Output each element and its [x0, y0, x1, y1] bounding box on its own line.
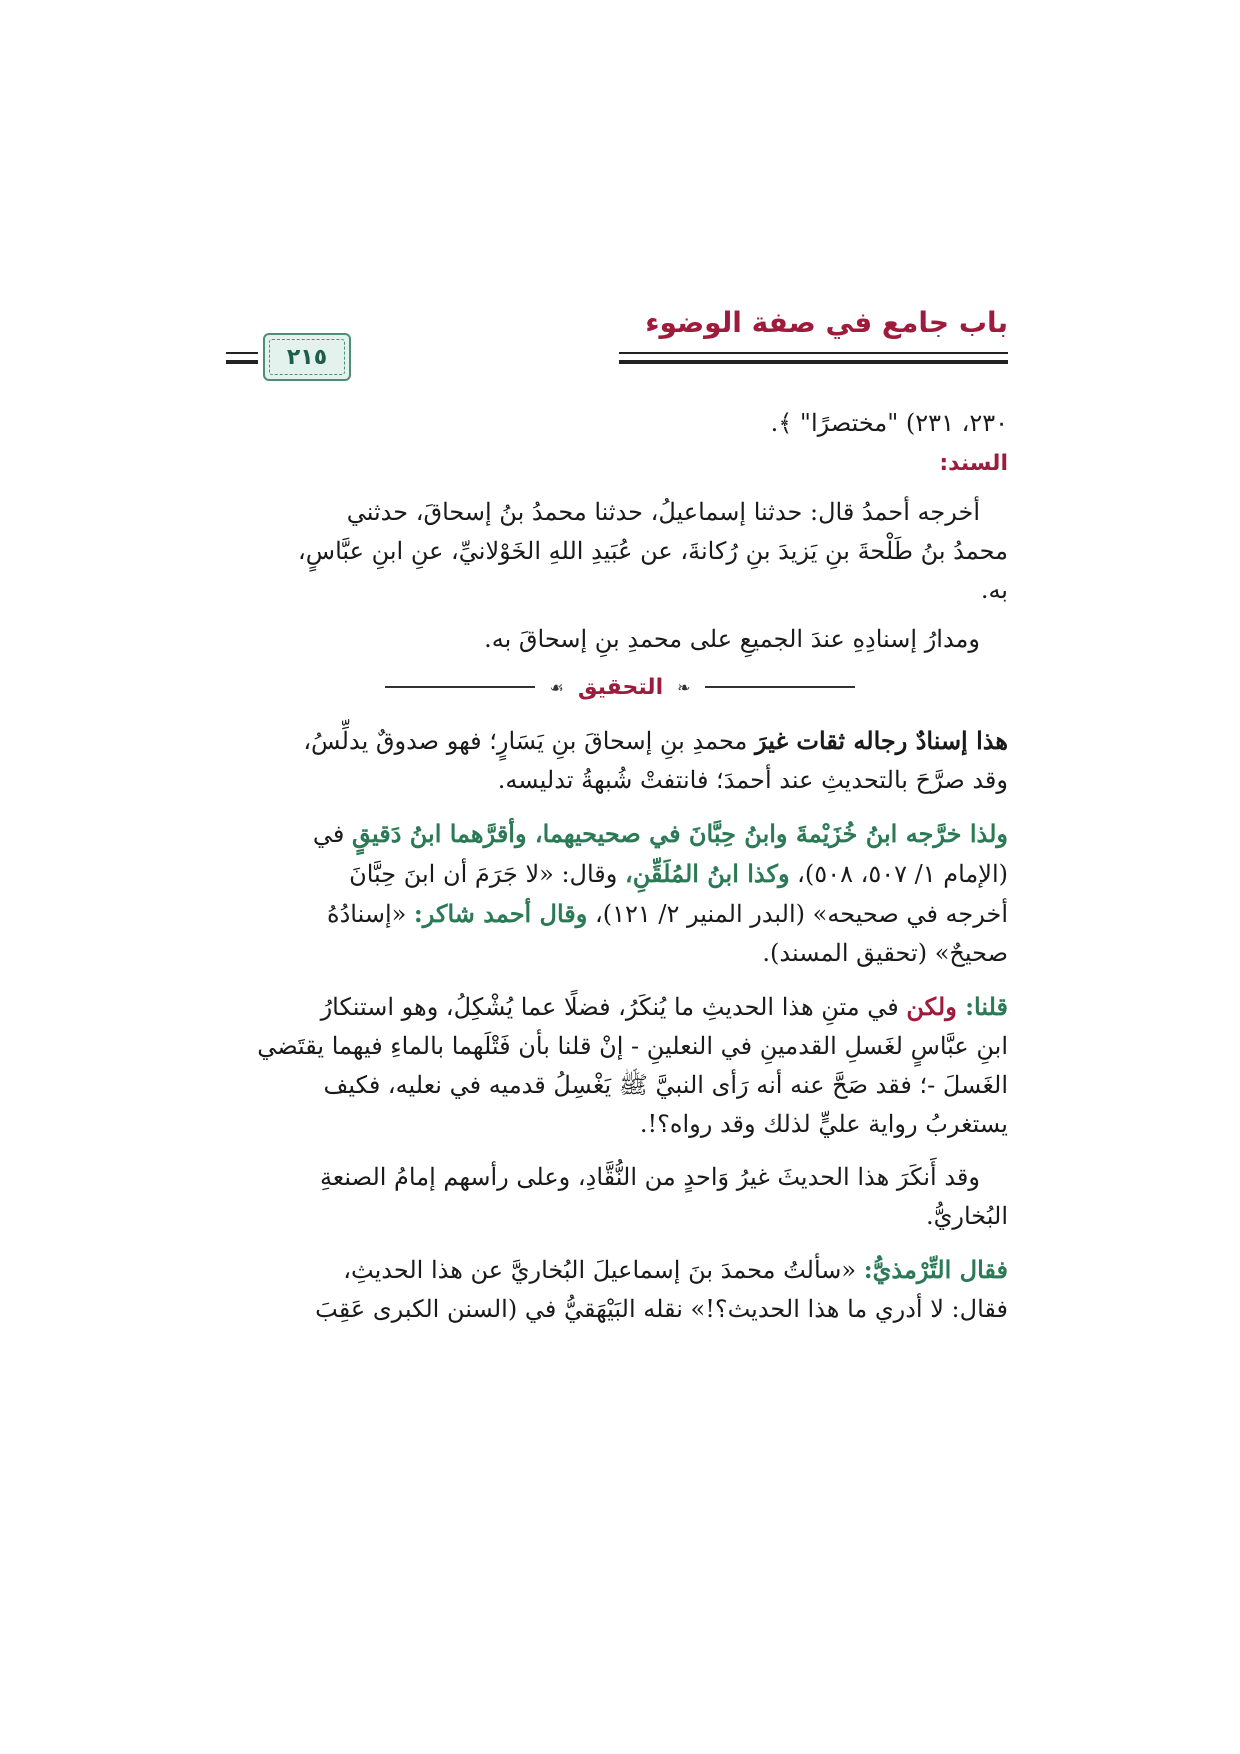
text-line: ٢٣٠، ٢٣١) "مختصرًا" ﴾. — [770, 409, 1008, 437]
text-line: فقال التِّرْمذيُّ: «سألتُ محمدَ بنَ إسماعيلَ البُخاريَّ عن هذا الحديثِ، — [343, 1255, 1008, 1284]
text-line: ومدارُ إسنادِهِ عندَ الجميعِ على محمدِ بنِ إسحاقَ به. — [484, 625, 980, 653]
paragraph-takhrij — [232, 814, 1008, 973]
text-line: وقد صرَّحَ بالتحديثِ عند أحمدَ؛ فانتفتْ شُبهةُ تدليسه. — [497, 766, 1008, 794]
text-line: هذا إسنادٌ رجاله ثقات غيرَ محمدِ بنِ إسحاقَ بنِ يَسَارٍ؛ فهو صدوقٌ يدلِّسُ، — [303, 726, 1008, 755]
header-rule-left-thin — [226, 352, 258, 354]
ornament-icon: ❧ — [677, 677, 691, 697]
text-line: أخرجه أحمدُ قال: حدثنا إسماعيلُ، حدثنا محمدُ بنُ إسحاقَ، حدثني — [346, 498, 980, 526]
page-number: ٢١٥ — [286, 344, 328, 370]
text-line: (الإمام ١/ ٥٠٧، ٥٠٨)، وكذا ابنُ المُلَقِّنِ، وقال: «لا جَرَمَ أن ابنَ حِبَّانَ — [349, 859, 1008, 888]
text-line: به. — [980, 576, 1008, 604]
header-rule-left-thick — [226, 360, 258, 364]
page-number-badge — [263, 333, 351, 381]
paragraph-tirmidhi — [232, 1250, 1008, 1329]
paragraph-inkar — [232, 1158, 1008, 1236]
ornament-icon: ☙ — [549, 677, 564, 697]
text-line: وقد أَنكَرَ هذا الحديثَ غيرُ وَاحدٍ من النُّقَّادِ، وعلى رأسهم إمامُ الصنعةِ — [319, 1163, 980, 1191]
text-line: أخرجه في صحيحه» (البدر المنير ٢/ ١٢١)، وقال أحمد شاكر: «إسنادُهُ — [327, 899, 1008, 928]
divider-line — [705, 686, 855, 688]
text-line: محمدُ بنُ طَلْحةَ بنِ يَزيدَ بنِ رُكانةَ، عن عُبَيدِ اللهِ الخَوْلانيِّ، عنِ ابنِ عبَّاسٍ، — [298, 537, 1008, 565]
text-line: صحيحٌ» (تحقيق المسند). — [762, 939, 1008, 967]
divider-line — [385, 686, 535, 688]
section-divider — [232, 663, 1008, 711]
text-line: البُخاريُّ. — [925, 1202, 1008, 1230]
header-rule-thin — [619, 352, 1008, 354]
paragraph-isnad — [232, 721, 1008, 800]
text-line: ولذا خرَّجه ابنُ خُزَيْمةَ وابنُ حِبَّانَ في صحيحيهما، وأقرَّهما ابنُ دَقيقٍ في — [312, 819, 1008, 848]
text-line: ابنِ عبَّاسٍ لغَسلِ القدمينِ في النعلينِ - إنْ قلنا بأن فَتْلَهما بالماءِ فيهما يقتَضي — [257, 1032, 1008, 1060]
text-line: الغَسلَ -؛ فقد صَحَّ عنه أنه رَأى النبيَّ ﷺ يَغْسِلُ قدميه في نعليه، فكيف — [323, 1071, 1008, 1099]
paragraph-sanad — [232, 493, 1008, 610]
header-rule-thick — [619, 360, 1008, 364]
text-line: يستغربُ رواية عليٍّ لذلك وقد رواه؟!. — [639, 1110, 1008, 1138]
text-line: قلنا: ولكن في متنِ هذا الحديثِ ما يُنكَرُ، فضلًا عما يُشْكِلُ، وهو استنكارُ — [320, 992, 1008, 1021]
text-line: فقال: لا أدري ما هذا الحديث؟!» نقله البَيْهَقيُّ في (السنن الكبرى عَقِبَ — [315, 1295, 1008, 1323]
paragraph-critique — [232, 987, 1008, 1144]
tahqiq-heading: التحقيق — [577, 674, 664, 700]
page-body — [232, 404, 1008, 1329]
sanad-heading: السند: — [939, 451, 1008, 476]
chapter-title: باب جامع في صفة الوضوء — [645, 306, 1008, 339]
